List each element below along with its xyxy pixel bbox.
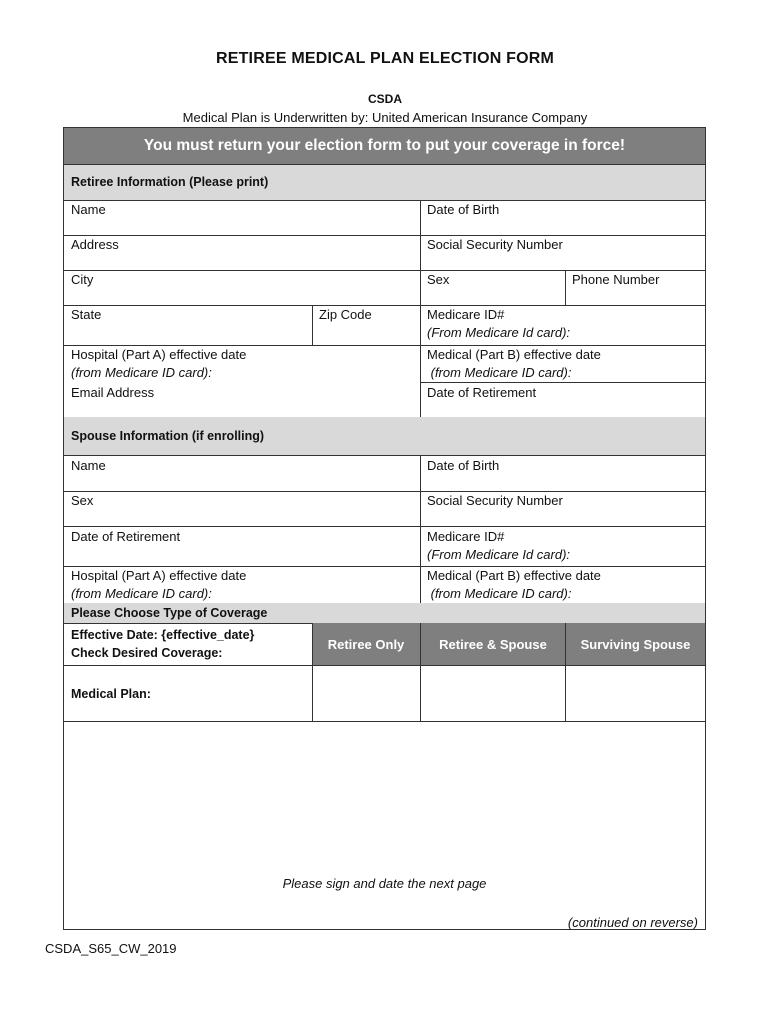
retiree-city-field[interactable]: City <box>71 272 94 287</box>
checkbox-retiree-spouse[interactable] <box>421 666 565 721</box>
spouse-part-a-note: (from Medicare ID card): <box>71 586 212 601</box>
retiree-ssn-field[interactable]: Social Security Number <box>427 237 563 252</box>
retiree-sex-field[interactable]: Sex <box>427 272 450 287</box>
retiree-part-a-field[interactable] <box>64 345 420 383</box>
retiree-state-field[interactable]: State <box>71 307 102 322</box>
spouse-name-field[interactable]: Name <box>71 458 106 473</box>
part-b-label: Medical (Part B) effective date <box>427 347 601 362</box>
retiree-name-field[interactable]: Name <box>71 202 106 217</box>
coverage-section-header: Please Choose Type of Coverage <box>64 603 705 623</box>
spouse-part-b-note: (from Medicare ID card): <box>427 586 572 601</box>
spouse-medicare-id-field[interactable] <box>420 527 705 565</box>
check-coverage-label: Check Desired Coverage: <box>71 646 223 660</box>
coverage-banner: You must return your election form to put your coverage in force! <box>64 128 705 164</box>
medicare-id-note: (From Medicare Id card): <box>427 325 571 340</box>
retiree-medicare-id-field[interactable] <box>420 305 705 343</box>
spouse-ssn-field[interactable]: Social Security Number <box>427 493 563 508</box>
continued-note: (continued on reverse) <box>567 915 698 930</box>
retiree-zip-field[interactable]: Zip Code <box>319 307 372 322</box>
form-title: RETIREE MEDICAL PLAN ELECTION FORM <box>215 50 555 67</box>
organization-name: CSDA <box>367 92 402 106</box>
checkbox-surviving-spouse[interactable] <box>566 666 705 721</box>
checkbox-retiree-only[interactable] <box>313 666 420 721</box>
sign-note: Please sign and date the next page <box>282 876 487 891</box>
option-retiree-only-header: Retiree Only <box>312 623 420 665</box>
part-a-note: (from Medicare ID card): <box>71 365 212 380</box>
spouse-medicare-id-note: (From Medicare Id card): <box>427 547 571 562</box>
effective-date-label: Effective Date: {effective_date} <box>71 628 255 642</box>
medicare-id-label: Medicare ID# <box>427 307 505 322</box>
spouse-section-header: Spouse Information (if enrolling) <box>64 417 705 455</box>
spouse-part-a-field[interactable] <box>64 566 420 604</box>
spouse-part-a-label: Hospital (Part A) effective date <box>71 568 247 583</box>
spouse-part-b-label: Medical (Part B) effective date <box>427 568 601 583</box>
medical-plan-label: Medical Plan: <box>71 687 151 701</box>
retiree-section-header: Retiree Information (Please print) <box>64 164 705 200</box>
spouse-retirement-date-field[interactable]: Date of Retirement <box>71 529 181 544</box>
election-form <box>63 127 706 930</box>
retiree-phone-field[interactable]: Phone Number <box>572 272 660 287</box>
retiree-address-field[interactable]: Address <box>71 237 119 252</box>
underwriter-line: Medical Plan is Underwritten by: United American Insurance Company <box>182 110 588 125</box>
option-surviving-spouse-header: Surviving Spouse <box>566 623 705 665</box>
form-code: CSDA_S65_CW_2019 <box>45 941 177 956</box>
part-b-note: (from Medicare ID card): <box>427 365 572 380</box>
spouse-dob-field[interactable]: Date of Birth <box>427 458 500 473</box>
spouse-part-b-field[interactable] <box>420 566 705 604</box>
retiree-retirement-date-field[interactable]: Date of Retirement <box>427 385 537 400</box>
retiree-dob-field[interactable]: Date of Birth <box>427 202 500 217</box>
spouse-sex-field[interactable]: Sex <box>71 493 94 508</box>
retiree-email-field[interactable]: Email Address <box>71 385 155 400</box>
retiree-part-b-field[interactable] <box>420 345 705 383</box>
option-retiree-spouse-header: Retiree & Spouse <box>421 623 565 665</box>
coverage-effective-block <box>64 625 312 663</box>
part-a-label: Hospital (Part A) effective date <box>71 347 247 362</box>
spouse-medicare-id-label: Medicare ID# <box>427 529 505 544</box>
